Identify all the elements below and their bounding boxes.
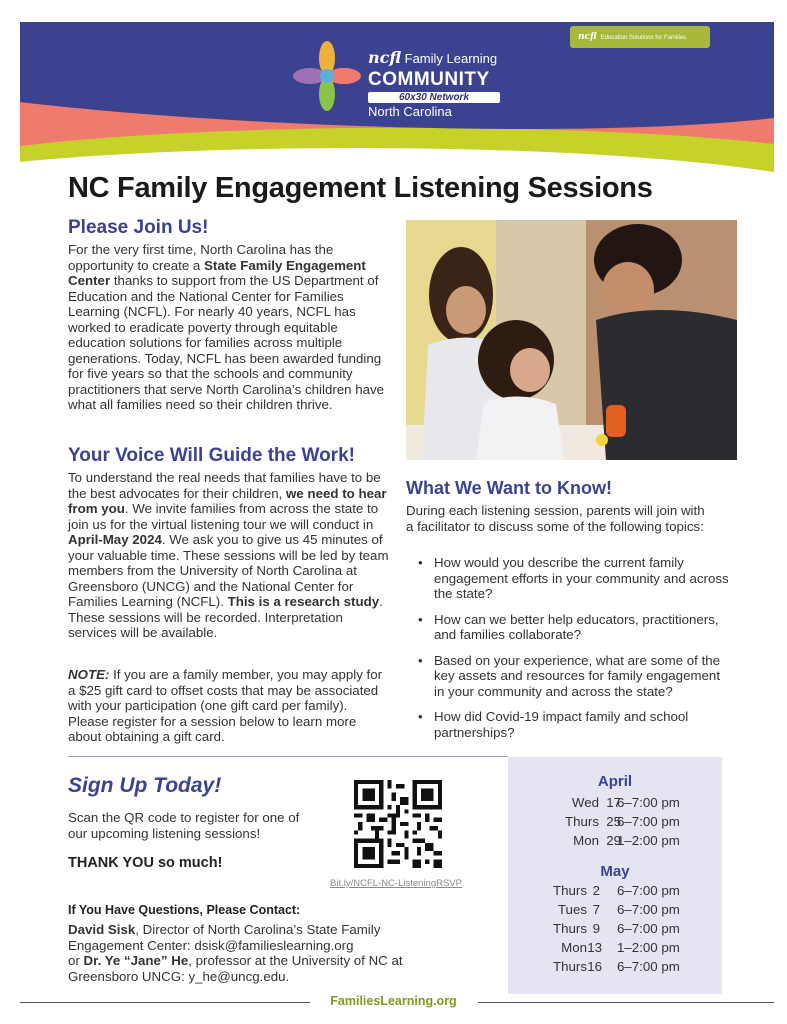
page-title: NC Family Engagement Listening Sessions	[68, 172, 653, 204]
voice-bold-1: we need to hear from you	[68, 485, 387, 516]
ncfl-community-logo	[290, 38, 530, 128]
session-date: 16	[587, 959, 602, 974]
contact-1-text: , Director of North Carolina’s State Family Engagement Center:	[68, 922, 381, 953]
contact-1-name: David Sisk	[68, 922, 136, 937]
logo-network: 60x30 Network	[368, 92, 500, 103]
session-day: Mon	[573, 833, 599, 848]
session-time: 6–7:00 pm	[617, 795, 680, 810]
schedule-panel	[508, 757, 722, 994]
session-date: 7	[592, 902, 600, 917]
list-item: • Based on your experience, what are some of the key assets and resources for family engagement in your community and across the state?	[410, 653, 730, 700]
voice-heading: Your Voice Will Guide the Work!	[68, 445, 355, 466]
voice-text-3: . We ask you to give us 45 minutes of your valuable time. These sessions will be led by team members from the University of North Carolina at Greensboro (UNCG) and the National Center for Families Learning (NCFL).	[68, 532, 389, 609]
contact-2-name: Dr. Ye “Jane” He	[83, 953, 189, 968]
logo-ncfl-mark: ncfl	[368, 48, 402, 67]
rsvp-link[interactable]: Bit.ly/NCFL-NC-ListeningRSVP	[330, 878, 462, 889]
session-day: Thurs	[565, 814, 599, 829]
questions-heading: If You Have Questions, Please Contact:	[68, 903, 301, 917]
note-paragraph	[68, 667, 390, 745]
family-photo	[406, 220, 737, 460]
join-heading: Please Join Us!	[68, 217, 209, 238]
logo-community: COMMUNITY	[368, 69, 490, 90]
header-banner	[20, 22, 774, 172]
badge-text: Education Solutions for Families	[600, 35, 687, 41]
contact-2-end: .	[285, 968, 290, 984]
ncfl-badge	[570, 26, 710, 48]
voice-paragraph	[68, 470, 390, 641]
contact-2-pre: or	[68, 953, 84, 968]
thanks-text: THANK YOU so much!	[68, 855, 223, 871]
qr-code-icon[interactable]	[354, 780, 442, 868]
join-paragraph	[68, 242, 390, 413]
session-date: 25	[606, 814, 621, 829]
month-april: April	[597, 773, 633, 790]
voice-bold-3: This is a research study	[227, 594, 380, 609]
month-may: May	[600, 863, 630, 880]
signup-heading: Sign Up Today!	[68, 774, 222, 797]
voice-text-2: . We invite families from across the state to join us for the virtual listening tour we will conduct in	[68, 501, 379, 532]
session-day: Mon	[561, 940, 587, 955]
session-day: Thurs	[553, 921, 587, 936]
join-text-bold: State Family Engagement Center	[68, 257, 366, 288]
session-date: 2	[592, 883, 600, 898]
logo-family-learning: Family Learning	[404, 51, 498, 66]
section-divider	[68, 756, 508, 757]
list-item: • How can we better help educators, practitioners, and families collaborate?	[410, 612, 730, 643]
pinwheel-icon	[290, 38, 364, 114]
session-time: 6–7:00 pm	[617, 902, 680, 917]
contact-2-text: , professor at the University of NC at Greensboro UNCG:	[68, 953, 403, 984]
session-date: 9	[592, 921, 600, 936]
list-item: • How did Covid-19 impact family and school partnerships?	[410, 709, 730, 740]
session-date: 13	[587, 940, 602, 955]
join-text-2: thanks to support from the US Department of Education and the National Center for Families Learning (NCFL). For nearly 40 years, NCFL has worked to eradicate poverty through equitable education solutions for families across multiple generations. Today, NCFL has been awarded funding for five years so that the schools and community practitioners that serve North Carolina’s children have what all families need so their children thrive.	[68, 273, 385, 412]
session-day: Wed	[571, 795, 599, 810]
note-text: If you are a family member, you may apply for a $25 gift card to offset costs that may be associated with your participation (one gift card per family). Please register for a session below to learn more about obtaining a gift card.	[68, 667, 383, 744]
topics-list	[410, 555, 730, 750]
session-day: Thurs	[553, 883, 587, 898]
voice-bold-2: April-May 2024	[68, 532, 162, 547]
contact-1-email-link[interactable]: dsisk@familieslearning.org	[194, 937, 354, 953]
session-day: Thurs	[553, 959, 587, 974]
photo-illustration	[406, 220, 737, 460]
contact-info	[68, 922, 448, 984]
session-date: 17	[606, 795, 621, 810]
session-time: 6–7:00 pm	[617, 814, 680, 829]
contact-2-email-link[interactable]: y_he@uncg.edu	[188, 968, 286, 984]
session-day: Tues	[557, 902, 587, 917]
want-intro: During each listening session, parents will join with a facilitator to discuss some of the following topics:	[406, 503, 705, 534]
want-heading: What We Want to Know!	[406, 478, 612, 498]
session-time: 6–7:00 pm	[617, 883, 680, 898]
voice-text-1: To understand the real needs that families have to be the best advocates for their children,	[68, 470, 381, 501]
session-time: 6–7:00 pm	[617, 921, 680, 936]
footer-site-link[interactable]: FamiliesLearning.org	[330, 994, 457, 1008]
join-text-1: For the very first time, North Carolina has the opportunity to create a	[68, 242, 334, 273]
badge-ncfl: ncfl	[578, 32, 597, 42]
voice-text-4: . These sessions will be recorded. Interpretation services will be available.	[68, 594, 383, 640]
session-time: 6–7:00 pm	[617, 959, 680, 974]
note-label: NOTE:	[68, 667, 110, 682]
session-time: 1–2:00 pm	[617, 833, 680, 848]
list-item: • How would you describe the current family engagement efforts in your community and across the state?	[410, 555, 730, 602]
session-time: 1–2:00 pm	[617, 940, 680, 955]
logo-state: North Carolina	[368, 104, 452, 119]
session-date: 29	[606, 833, 621, 848]
signup-text: Scan the QR code to register for one of our upcoming listening sessions!	[68, 810, 300, 841]
